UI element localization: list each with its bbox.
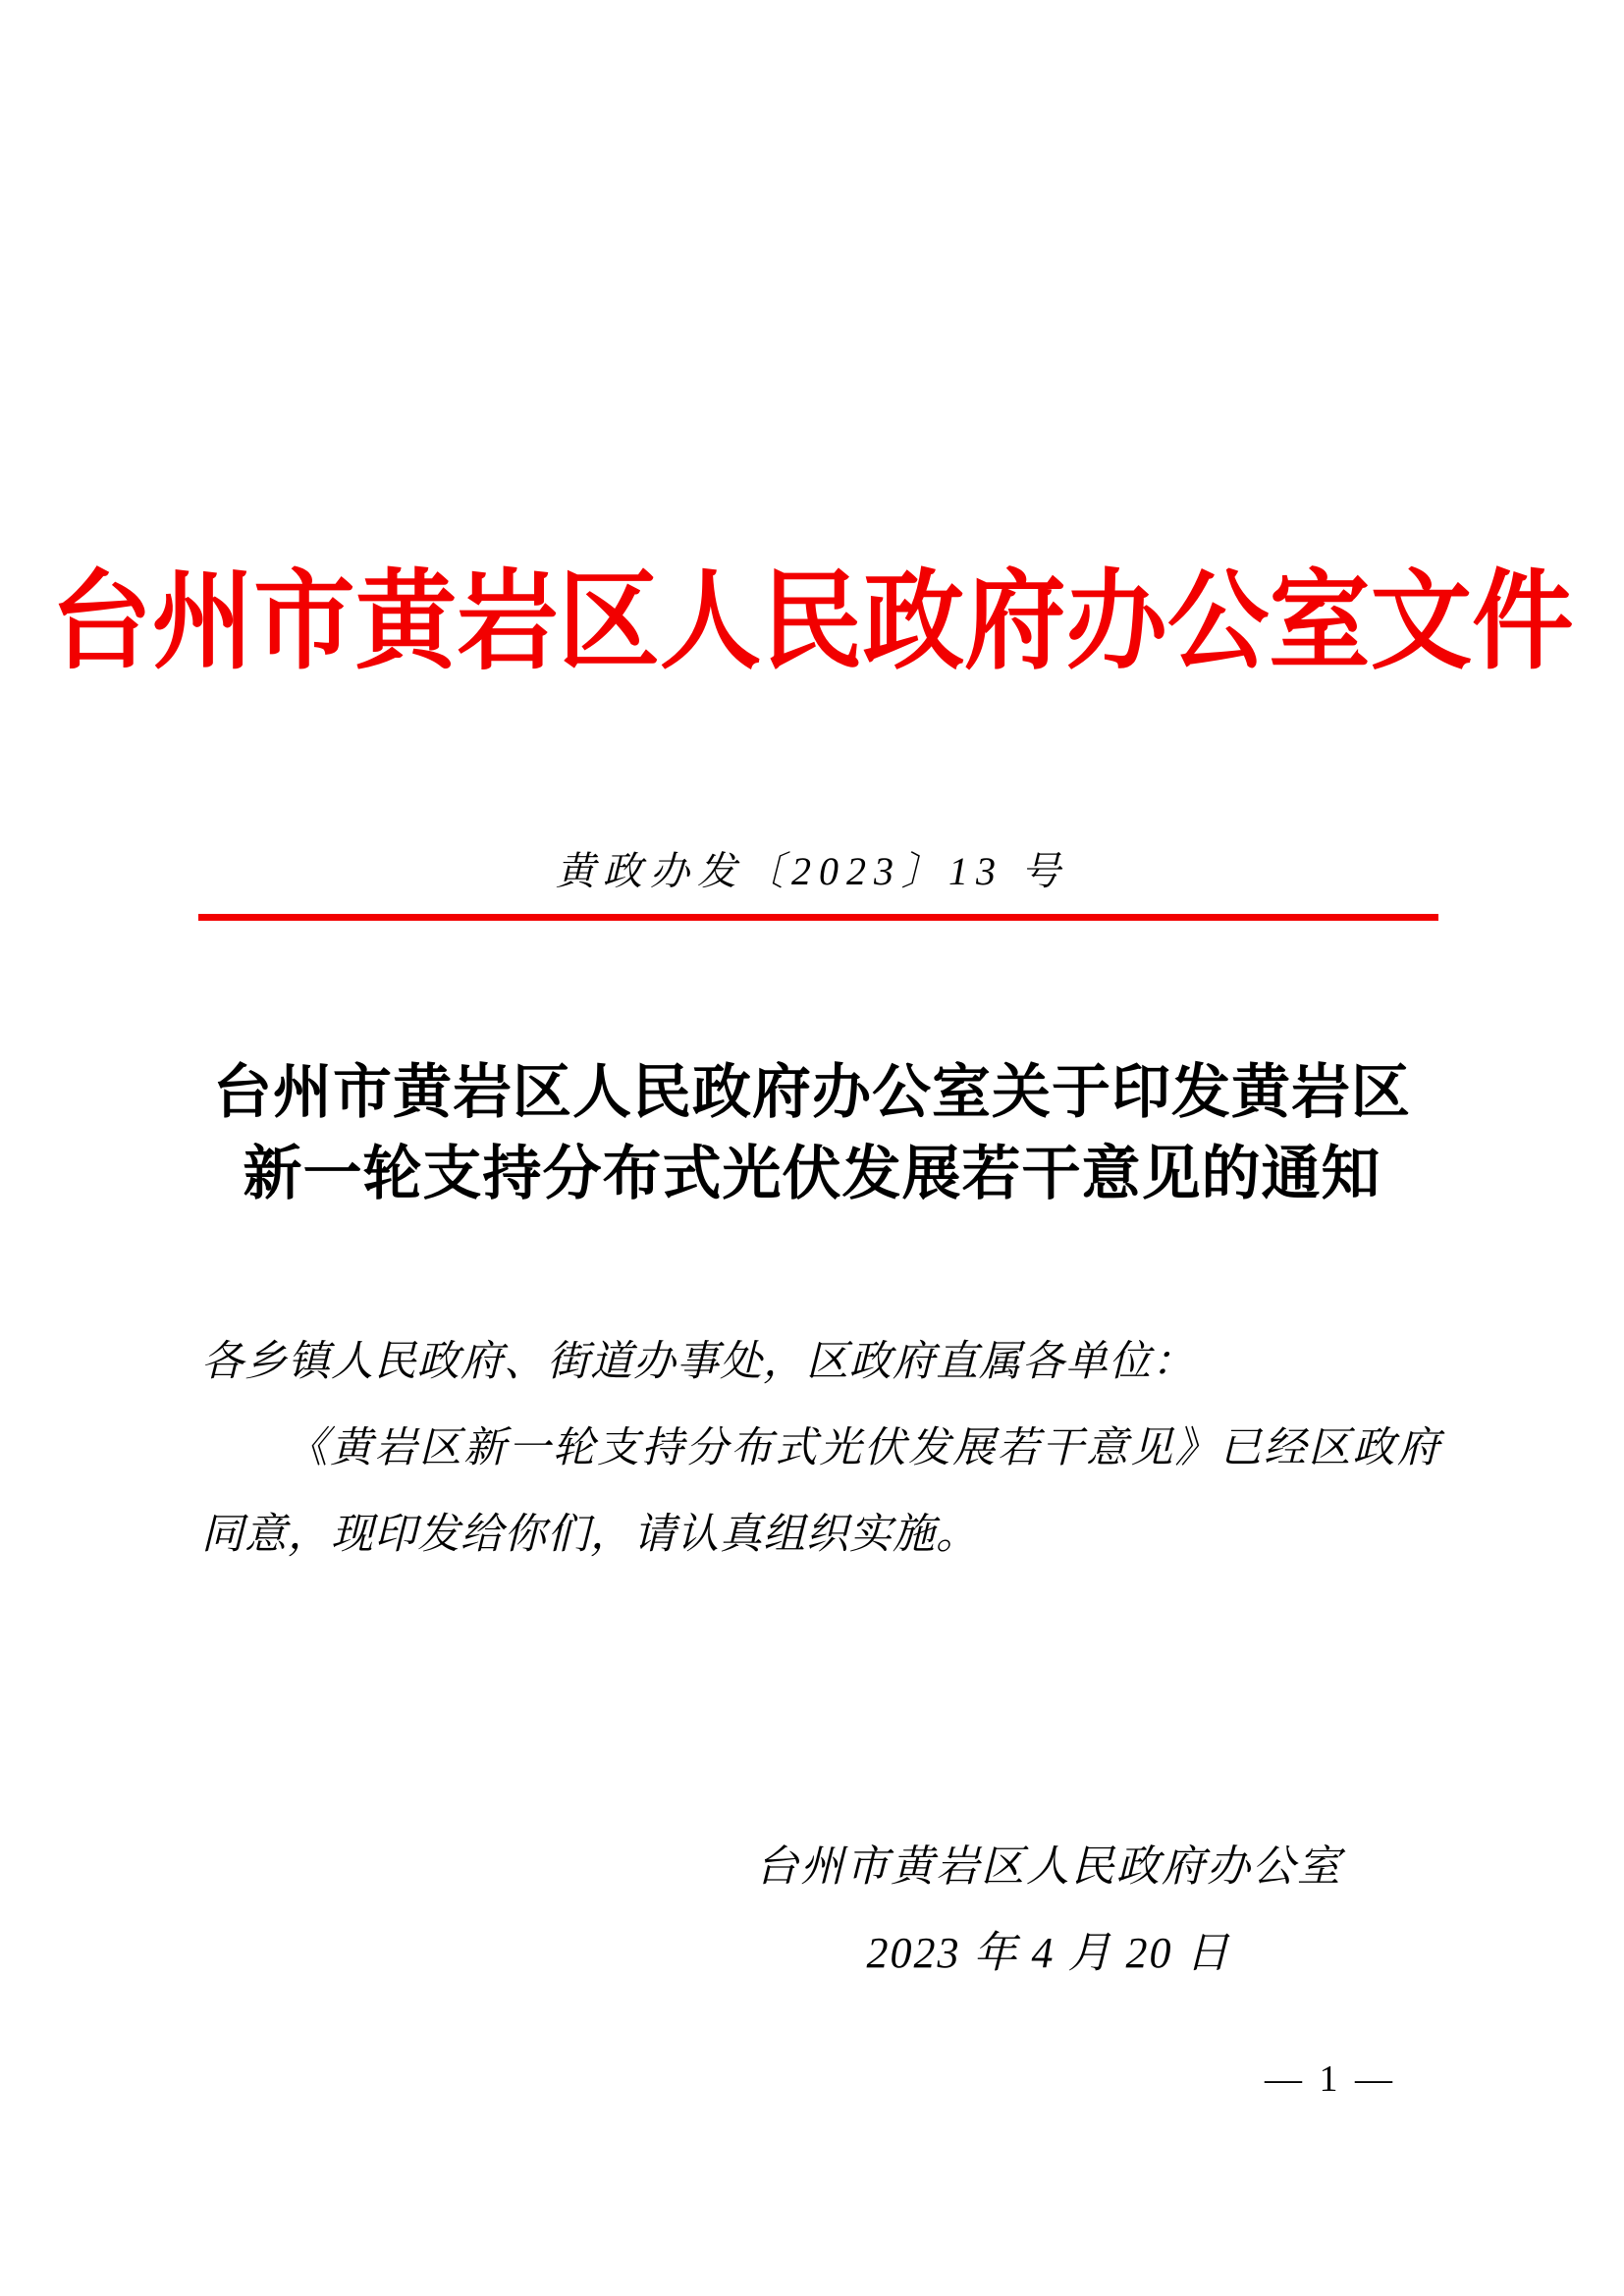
doc-reference-number: 黄政办发〔2023〕13 号 <box>556 849 1068 893</box>
salutation-line: 各乡镇人民政府、街道办事处，区政府直属各单位： <box>201 1339 1195 1385</box>
document-title-line-2: 新一轮支持分布式光伏发展若干意见的通知 <box>243 1140 1381 1206</box>
body-paragraph: 《黄岩区新一轮支持分布式光伏发展若干意见》已经区政府同意，现印发给你们，请认真组织实施。 <box>201 1425 1440 1559</box>
document-title-line-1: 台州市黄岩区人民政府办公室关于印发黄岩区 <box>213 1059 1411 1125</box>
signer-name: 台州市黄岩区人民政府办公室 <box>755 1842 1342 1891</box>
page-number: — 1 — <box>1265 2058 1396 2100</box>
document-title <box>118 1052 1506 1215</box>
signature-block <box>755 1824 1342 1997</box>
issue-date: 2023 年 4 月 20 日 <box>866 1929 1231 1977</box>
document-body <box>201 1319 1440 1578</box>
red-letterhead-title: 台州市黄岩区人民政府办公室文件 <box>50 562 1574 682</box>
red-divider-line <box>198 914 1438 921</box>
